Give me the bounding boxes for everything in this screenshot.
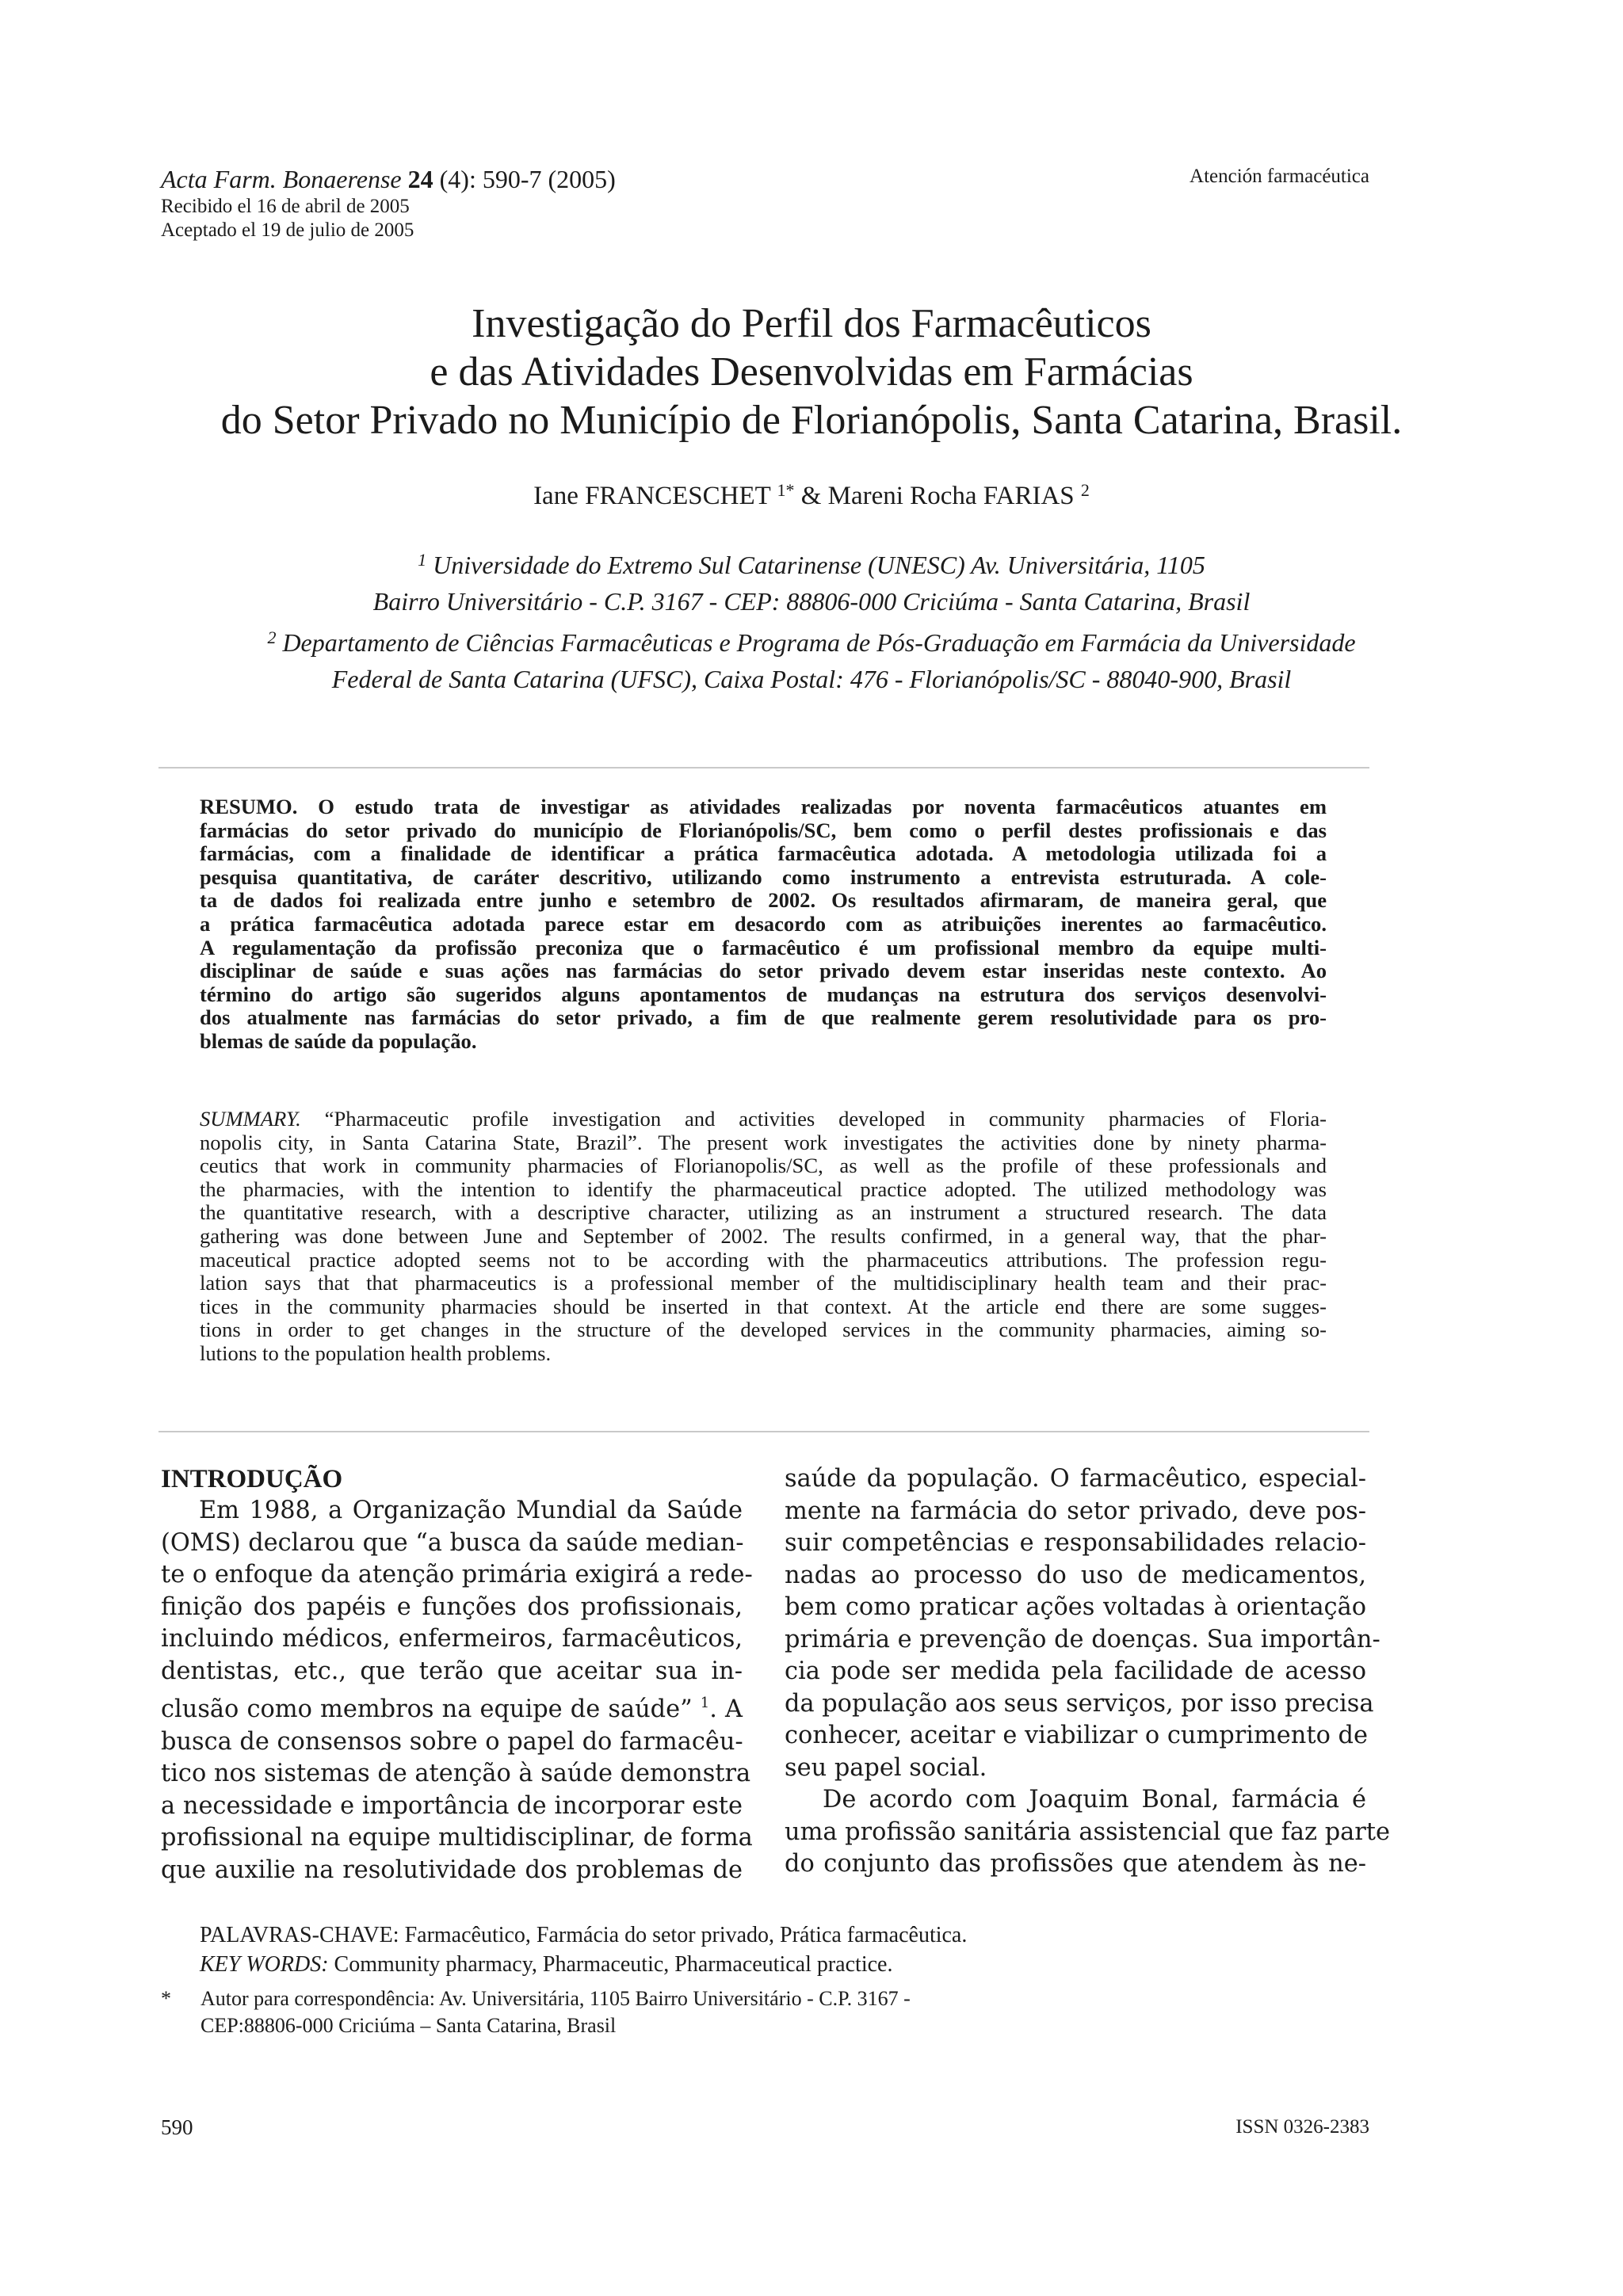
abstract-line: farmácias do setor privado do município de Florianópolis/SC, bem como o perfil destes profissionais e das (200, 818, 1327, 842)
body-line: conhecer, aceitar e viabilizar o cumprimento de (785, 1722, 1368, 1749)
body-column-right (785, 1463, 1390, 1881)
body-line: cia pode ser medida pela facilidade de acesso (785, 1657, 1366, 1685)
affiliation-line: Federal de Santa Catarina (UFSC), Caixa Postal: 476 - Florianópolis/SC - 88040-900, Brasil (331, 665, 1292, 693)
abstract-line: dos atualmente nas farmácias do setor privado, a fim de que realmente gerem resolutividade para os pro- (200, 1005, 1327, 1030)
body-line: a necessidade e importância de incorporar este (161, 1791, 743, 1820)
section-label: Atención farmacéutica (1190, 166, 1369, 187)
body-line: busca de consensos sobre o papel do farmacêu- (161, 1727, 743, 1756)
body-line: te o enfoque da atenção primária exigirá a rede- (161, 1561, 753, 1589)
body-line: da população aos seus serviços, por isso precisa (785, 1689, 1374, 1718)
abstract-line: maceutical practice adopted seems not to be according with the pharmaceutics attributions. The profession regu- (200, 1247, 1327, 1272)
body-line: bem como praticar ações voltadas à orientação (785, 1593, 1366, 1621)
resumo-abstract (200, 795, 1327, 1054)
author-affiliation-mark: 1* (777, 480, 795, 500)
body-line: (OMS) declarou que “a busca da saúde median- (161, 1528, 744, 1557)
summary-lead: SUMMARY. (200, 1107, 301, 1131)
body-line: que auxilie na resolutividade dos problemas de (161, 1855, 743, 1884)
abstract-line: tions in order to get changes in the structure of the developed services in the community pharmacies, aiming so- (200, 1318, 1327, 1342)
footnote-mark: * (161, 1987, 171, 2010)
body-line: suir competências e responsabilidades relacio- (785, 1529, 1366, 1557)
body-line: incluindo médicos, enfermeiros, farmacêuticos, (161, 1625, 743, 1653)
affiliation-line: $^2$ Departamento de Ciências Farmacêuticas e Programa de Pós-Graduação em Farmácia da Universidade (267, 627, 1356, 657)
received-date: Recibido el 16 de abril de 2005 (161, 196, 410, 217)
abstract-line: the pharmacies, with the intention to identify the pharmaceutical practice adopted. The utilized methodology was (200, 1177, 1327, 1201)
body-line: dentistas, etc., que terão que aceitar sua in- (161, 1657, 743, 1685)
author-list (79, 473, 1544, 513)
body-line: mente na farmácia do setor privado, deve pos- (785, 1497, 1366, 1525)
body-line: profissional na equipe multidisciplinar, de forma (161, 1824, 753, 1852)
abstract-line: ceutics that work in community pharmacies of Florianopolis/SC, as well as the profile of these professionals and (200, 1154, 1327, 1178)
body-line: finição dos papéis e funções dos profissionais, (161, 1592, 743, 1621)
author-separator: & (800, 482, 822, 510)
title-line: do Setor Privado no Município de Florianópolis, Santa Catarina, Brasil. (220, 398, 1403, 443)
abstract-line: lutions to the population health problems. (200, 1341, 552, 1365)
abstract-line: pesquisa quantitativa, de caráter descritivo, utilizando como instrumento a entrevista estruturada. A cole- (200, 864, 1327, 889)
body-line: tico nos sistemas de atenção à saúde demonstra (161, 1760, 751, 1787)
abstract-line: a prática farmacêutica adotada parece estar em desacordo com as atribuições inerentes ao farmacêutico. (200, 911, 1327, 936)
abstract-line: SUMMARY. “Pharmaceutic profile investigation and activities developed in community pharmacies of Floria- (200, 1107, 1327, 1131)
reference-mark: 1 (700, 1695, 710, 1711)
abstract-line: disciplinar de saúde e suas ações nas farmácias do setor privado devem estar inseridas neste contexto. Ao (200, 959, 1327, 983)
body-line: clusão como membros na equipe de saúde” $^1$. A (161, 1695, 743, 1723)
affiliations (79, 542, 1544, 697)
divider-top (158, 767, 1369, 769)
body-column-left (161, 1463, 753, 1886)
body-line: saúde da população. O farmacêutico, especial- (785, 1465, 1366, 1493)
abstract-line: término do artigo são sugeridos alguns apontamentos de mudanças na estrutura dos serviços desenvolvi- (200, 982, 1327, 1006)
abstract-line: RESUMO. O estudo trata de investigar as atividades realizadas por noventa farmacêuticos atuantes em (200, 795, 1327, 818)
affiliation-line: $^1$ Universidade do Extremo Sul Catarinense (UNESC) Av. Universitária, 1105 (418, 550, 1205, 579)
correspondence-footnote: * Autor para correspondência: Av. Universitária, 1105 Bairro Universitário - C.P. 3167 - CEP:88806-000 Criciúma – Santa Catarina, Brasil (161, 1985, 911, 2039)
affiliation-mark: 1 (418, 550, 427, 570)
page-number: 590 (161, 2115, 193, 2139)
author-name: Mareni Rocha FARIAS (827, 482, 1075, 510)
abstract-line: ta de dados foi realizada entre junho e setembro de 2002. Os resultados afirmaram, de maneira geral, que (200, 888, 1327, 913)
journal-volume: 24 (407, 165, 433, 193)
article-title (79, 299, 1544, 444)
abstract-line: gathering was done between June and September of 2002. The results confirmed, in a general way, that the phar- (200, 1223, 1327, 1248)
abstract-line: the quantitative research, with a descriptive character, utilizing as an instrument a structured research. The data (200, 1200, 1327, 1225)
keywords-en-label: KEY WORDS: (200, 1952, 329, 1977)
body-line: uma profissão sanitária assistencial que faz parte (785, 1817, 1390, 1846)
body-line: do conjunto das profissões que atendem às ne- (785, 1850, 1366, 1878)
body-line: seu papel social. (785, 1753, 987, 1782)
body-line: Em 1988, a Organização Mundial da Saúde (199, 1497, 743, 1524)
section-heading: INTRODUÇÃO (161, 1465, 343, 1493)
body-line: primária e prevenção de doenças. Sua importân- (785, 1625, 1381, 1653)
author-name: Iane FRANCESCHET (533, 482, 771, 510)
keywords (200, 1920, 967, 1979)
affiliation-mark: 2 (267, 627, 277, 647)
abstract-line: farmácias, com a finalidade de identificar a prática farmacêutica adotada. A metodologia utilizada foi a (200, 841, 1327, 866)
divider-bottom (158, 1431, 1369, 1432)
footnote-line: CEP:88806-000 Criciúma – Santa Catarina, Brasil (200, 2014, 617, 2037)
journal-issue-pages: (4): 590-7 (2005) (439, 165, 616, 193)
title-line: Investigação do Perfil dos Farmacêuticos (472, 301, 1151, 346)
abstract-line: tices in the community pharmacies should be inserted in that context. At the article end there are some sugges- (200, 1294, 1327, 1318)
abstract-line: A regulamentação da profissão preconiza que o farmacêutico é um profissional membro da equipe multi- (200, 935, 1327, 959)
accepted-date: Aceptado el 19 de julio de 2005 (161, 219, 414, 241)
abstract-line: lation says that that pharmaceutics is a professional member of the multidisciplinary health team and their prac- (200, 1271, 1327, 1295)
body-line: nadas ao processo do uso de medicamentos, (785, 1561, 1366, 1589)
title-line: e das Atividades Desenvolvidas em Farmácias (430, 349, 1193, 395)
body-line: De acordo com Joaquim Bonal, farmácia é (823, 1786, 1366, 1814)
journal-citation (161, 163, 616, 195)
keywords-en: KEY WORDS: Community pharmacy, Pharmaceutic, Pharmaceutical practice. (200, 1952, 893, 1977)
author-affiliation-mark: 2 (1080, 480, 1090, 500)
journal-name: Acta Farm. Bonaerense (161, 165, 402, 193)
submission-dates (161, 195, 414, 242)
abstract-line: blemas de saúde da população. (200, 1028, 477, 1053)
abstract-line: nopolis city, in Santa Catarina State, Brazil”. The present work investigates the activities done by ninety pharma- (200, 1130, 1327, 1154)
keywords-pt: PALAVRAS-CHAVE: Farmacêutico, Farmácia do setor privado, Prática farmacêutica. (200, 1923, 968, 1947)
affiliation-line: Bairro Universitário - C.P. 3167 - CEP: 88806-000 Criciúma - Santa Catarina, Brasil (372, 587, 1251, 616)
issn: ISSN 0326-2383 (1235, 2116, 1369, 2138)
summary-abstract (200, 1108, 1327, 1366)
